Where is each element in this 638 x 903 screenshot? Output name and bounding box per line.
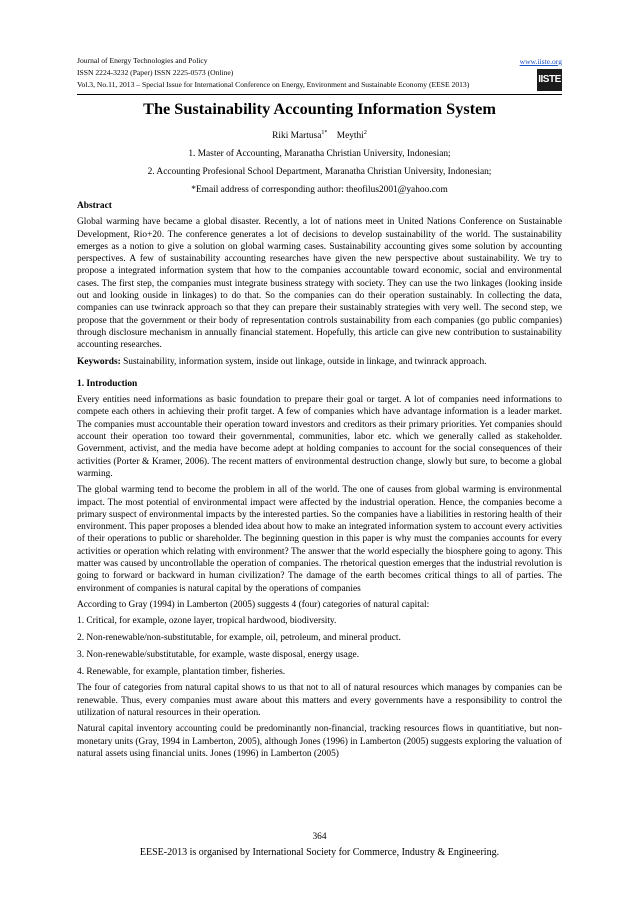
iiste-logo: IISTE [537, 69, 562, 91]
introduction-heading: 1. Introduction [77, 378, 138, 389]
volume-line: Vol.3, No.11, 2013 – Special Issue for International Conference on Energy, Environment and Sustainable Economy (EESE 2013) [77, 80, 470, 89]
header-divider [77, 94, 562, 95]
keywords [77, 356, 562, 368]
keywords-label: Keywords: [77, 356, 121, 367]
author-2-mark: 2 [363, 129, 367, 136]
abstract-heading: Abstract [77, 201, 112, 211]
journal-url-link[interactable]: www.iiste.org [519, 57, 562, 66]
journal-name: Journal of Energy Technologies and Policy [77, 56, 208, 65]
affiliation-1: 1. Master of Accounting, Maranatha Christian University, Indonesian; [188, 149, 451, 159]
paper-body [77, 200, 562, 760]
corresponding-email: *Email address of corresponding author: theofilus2001@yahoo.com [191, 185, 448, 195]
intro-paragraph-4: The four of categories from natural capital shows to us that not to all of natural resources which manages by companies can be renewable. Thus, every companies must aware about this matters and every governments have a responsibility to control the utilization of natural resources in their operation. [77, 683, 562, 718]
list-item: 1. Critical, for example, ozone layer, tropical hardwood, biodiversity. [77, 616, 337, 627]
intro-paragraph-1: Every entities need informations as basic foundation to prepare their goal or target. A lot of companies need informations to compete each others in achieving their profit target. A few of companies which have advantage information is a leader market. The companies must accountable their operation toward investors and creditors as their primary priorities. Yet companies should account their operation too toward their governmental, communities, labor etc. which we generally called as stakeholder. Government, activist, and the media have become adept at holding companies to account for the social consequences of their activities (Porter & Kramer, 2006). The recent matters of environmental destruction change, slowly but sure, to become a global warming. [77, 395, 562, 479]
page-number: 364 [312, 832, 327, 842]
abstract-text: Global warming have became a global disaster. Recently, a lot of nations meet in United Nations Conference on Sustainable Development, Rio+20. The conference generates a lot of decisions to develop sustainability of the world. The sustainability emerges as a notion to give a solution on global warming cases. Sustainability accounting gives some solution by accounting perspectives. A few of sustainability accounting researches have given the new perspective about sustainability. We try to propose a integrated information system that how to the companies accountable toward economic, social and environmental cases. The first step, the companies must integrate business strategy with society. They can use the two linkages (looking inside out and looking ouside in linkages) to do that. So the companies can do their operation sustainably. In collecting the data, companies can use twinrack approach so that they can prepare their sustainably strategies with very well. The second step, we propose that the government or their body of representation controls sustainability from each companies (go public companies) through disclosure mechanism in annually financial statement. Hopefully, this article can give new contribution to sustainability accounting researches. [77, 217, 562, 351]
list-item: 2. Non-renewable/non-substitutable, for example, oil, petroleum, and mineral product. [77, 633, 401, 643]
intro-paragraph-3: According to Gray (1994) in Lamberton (2005) suggests 4 (four) categories of natural capital: [77, 599, 430, 610]
list-item: 4. Renewable, for example, plantation timber, fisheries. [77, 666, 286, 677]
intro-paragraph-5: Natural capital inventory accounting could be predominantly non-financial, tracking resources flows in quantitiative, but non-monetary units (Gray, 1994 in Lamberton, 2005), although Jones (1996) in Lamberton (2005) suggests exploring the valuation of natural assets using financial units. Jones (1996) in Lamberton (2005) [77, 724, 562, 759]
issn-line: ISSN 2224-3232 (Paper) ISSN 2225-0573 (Online) [77, 68, 234, 77]
paper-title: The Sustainability Accounting Information System [143, 99, 496, 118]
list-item: 3. Non-renewable/substitutable, for example, waste disposal, energy usage. [77, 649, 360, 660]
author-1-mark: 1* [321, 129, 328, 136]
keywords-list: Sustainability, information system, inside out linkage, outside in linkage, and twinrack approach. [120, 356, 487, 367]
author-1: Riki Martusa [272, 131, 322, 141]
author-line [77, 130, 562, 142]
author-2: Meythi [336, 131, 364, 141]
footer-note: EESE-2013 is organised by International Society for Commerce, Industry & Engineering. [139, 847, 500, 858]
intro-paragraph-2: The global warming tend to become the problem in all of the world. The one of causes from global warming is environmental impact. The most potential of environmental impact were affected by the industrial operation. Hence, the companies become a primary suspect of environmental impacts by the interested parties. So the companies have a liabilities in restoring health of their environment. This paper proposes a blended idea about how to make an integrated information system to account every activities of their operations to public or shareholder. The beginning question in this paper is why must the companies accounts for every activities or operation which relating with environment? The answer that the world especially the biosphere going to agony. This matter was caused by uncontrollable the operation of companies. The rhetorical question emerges that the industrial revolution is going to forward or backward in human civilization? The damage of the earth becomes critical things to all of parties. The environment of companies is natural capital by the operations of companies [77, 485, 562, 594]
affiliation-2: 2. Accounting Profesional School Department, Maranatha Christian University, Indonesian; [147, 167, 492, 177]
